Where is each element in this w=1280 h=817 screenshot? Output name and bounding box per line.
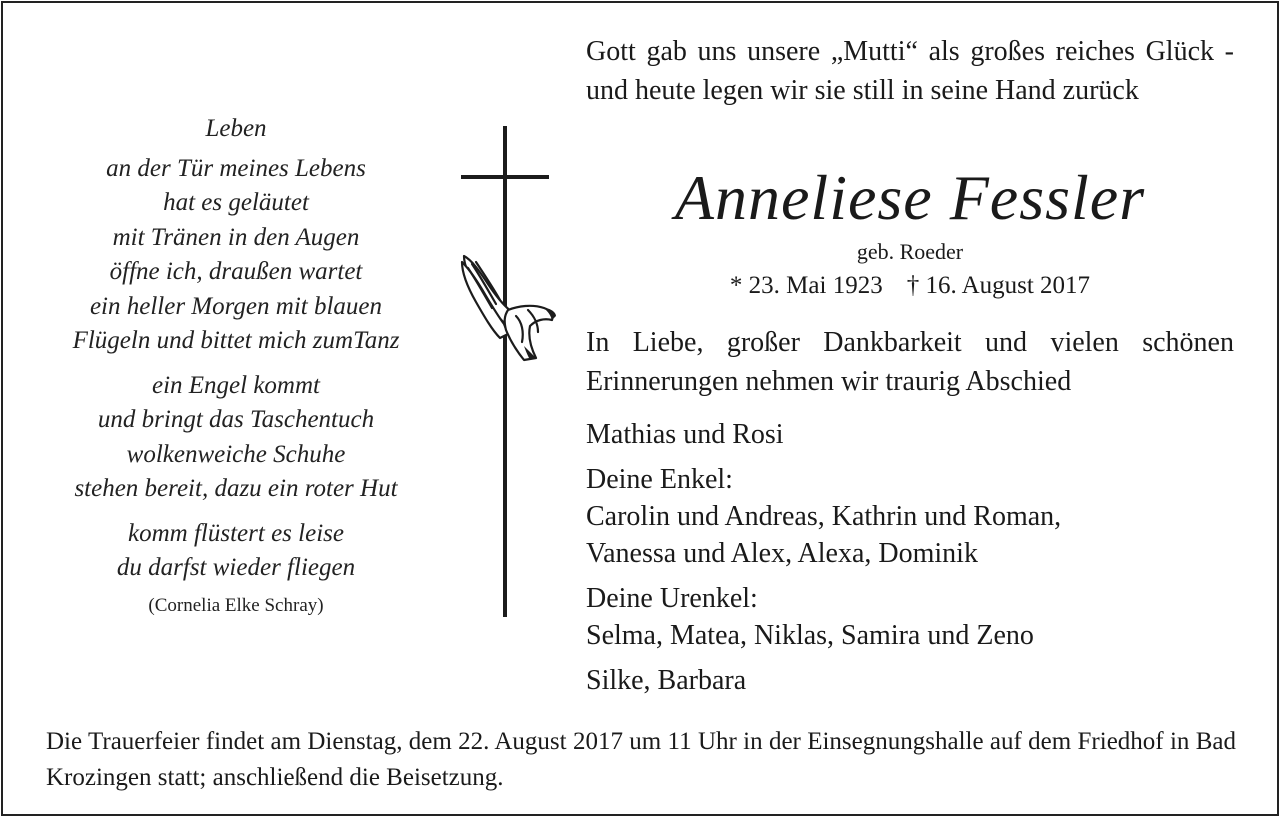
- poem-line: ein Engel kommt: [151, 371, 320, 399]
- others-group: [586, 662, 1234, 699]
- praying-hands-icon: [458, 250, 558, 362]
- life-dates: [586, 270, 1234, 302]
- poem-line: stehen bereit, dazu ein roter Hut: [74, 475, 398, 502]
- poem-stanza-3: [20, 517, 452, 586]
- cross-icon: [503, 126, 507, 617]
- poem-line: ein heller Morgen mit blauen: [89, 292, 383, 320]
- poem-line: öffne ich, draußen wartet: [109, 258, 363, 285]
- intro-text: Gott gab uns unsere „Mutti“ als großes reiches Glück - und heute legen wir sie still in seine Hand zurück: [586, 36, 1234, 106]
- other-names: Silke, Barbara: [586, 665, 747, 696]
- birth-date: * 23. Mai 1923: [729, 272, 883, 299]
- children-group: [586, 416, 1234, 453]
- poem-author: (Cornelia Elke Schray): [148, 594, 324, 616]
- poem-line: du darfst wieder fliegen: [116, 554, 356, 581]
- poem-stanza-2: [20, 369, 452, 507]
- poem-stanza-1: [20, 152, 452, 359]
- birth-name: geb. Roeder: [856, 239, 964, 264]
- cross-bar: [461, 175, 549, 179]
- grandchildren-group: [586, 461, 1234, 572]
- poem-line: komm flüstert es leise: [128, 519, 344, 547]
- poem-line: mit Tränen in den Augen: [112, 223, 360, 251]
- funeral-notice: Die Trauerfeier findet am Dienstag, dem 22. August 2017 um 11 Uhr in der Einsegnungshalle auf dem Friedhof in Bad Krozingen statt; anschließend die Beisetzung.: [46, 728, 1236, 791]
- death-date: † 16. August 2017: [906, 272, 1091, 299]
- poem: [20, 112, 452, 620]
- poem-line: und bringt das Taschentuch: [97, 406, 375, 433]
- mourners-list: [586, 416, 1234, 707]
- great-grandchildren-names: Selma, Matea, Niklas, Samira und Zeno: [586, 620, 1034, 651]
- poem-line: wolkenweiche Schuhe: [126, 440, 346, 468]
- poem-title: Leben: [205, 115, 267, 142]
- deceased-name: Anneliese Fessler: [674, 162, 1146, 233]
- great-grandchildren-label: Deine Urenkel:: [586, 583, 758, 614]
- grandchildren-label: Deine Enkel:: [586, 464, 733, 495]
- poem-line: an der Tür meines Lebens: [106, 154, 366, 182]
- farewell-text: In Liebe, großer Dankbarkeit und vielen schönen Erinnerungen nehmen wir traurig Abschied: [586, 327, 1234, 397]
- grandchildren-names: Vanessa und Alex, Alexa, Dominik: [586, 538, 978, 569]
- great-grandchildren-group: [586, 580, 1234, 654]
- grandchildren-names: Carolin und Andreas, Kathrin und Roman,: [586, 501, 1062, 532]
- poem-line: hat es geläutet: [163, 189, 309, 216]
- children-names: Mathias und Rosi: [586, 419, 784, 450]
- poem-line: Flügeln und bittet mich zumTanz: [72, 327, 400, 354]
